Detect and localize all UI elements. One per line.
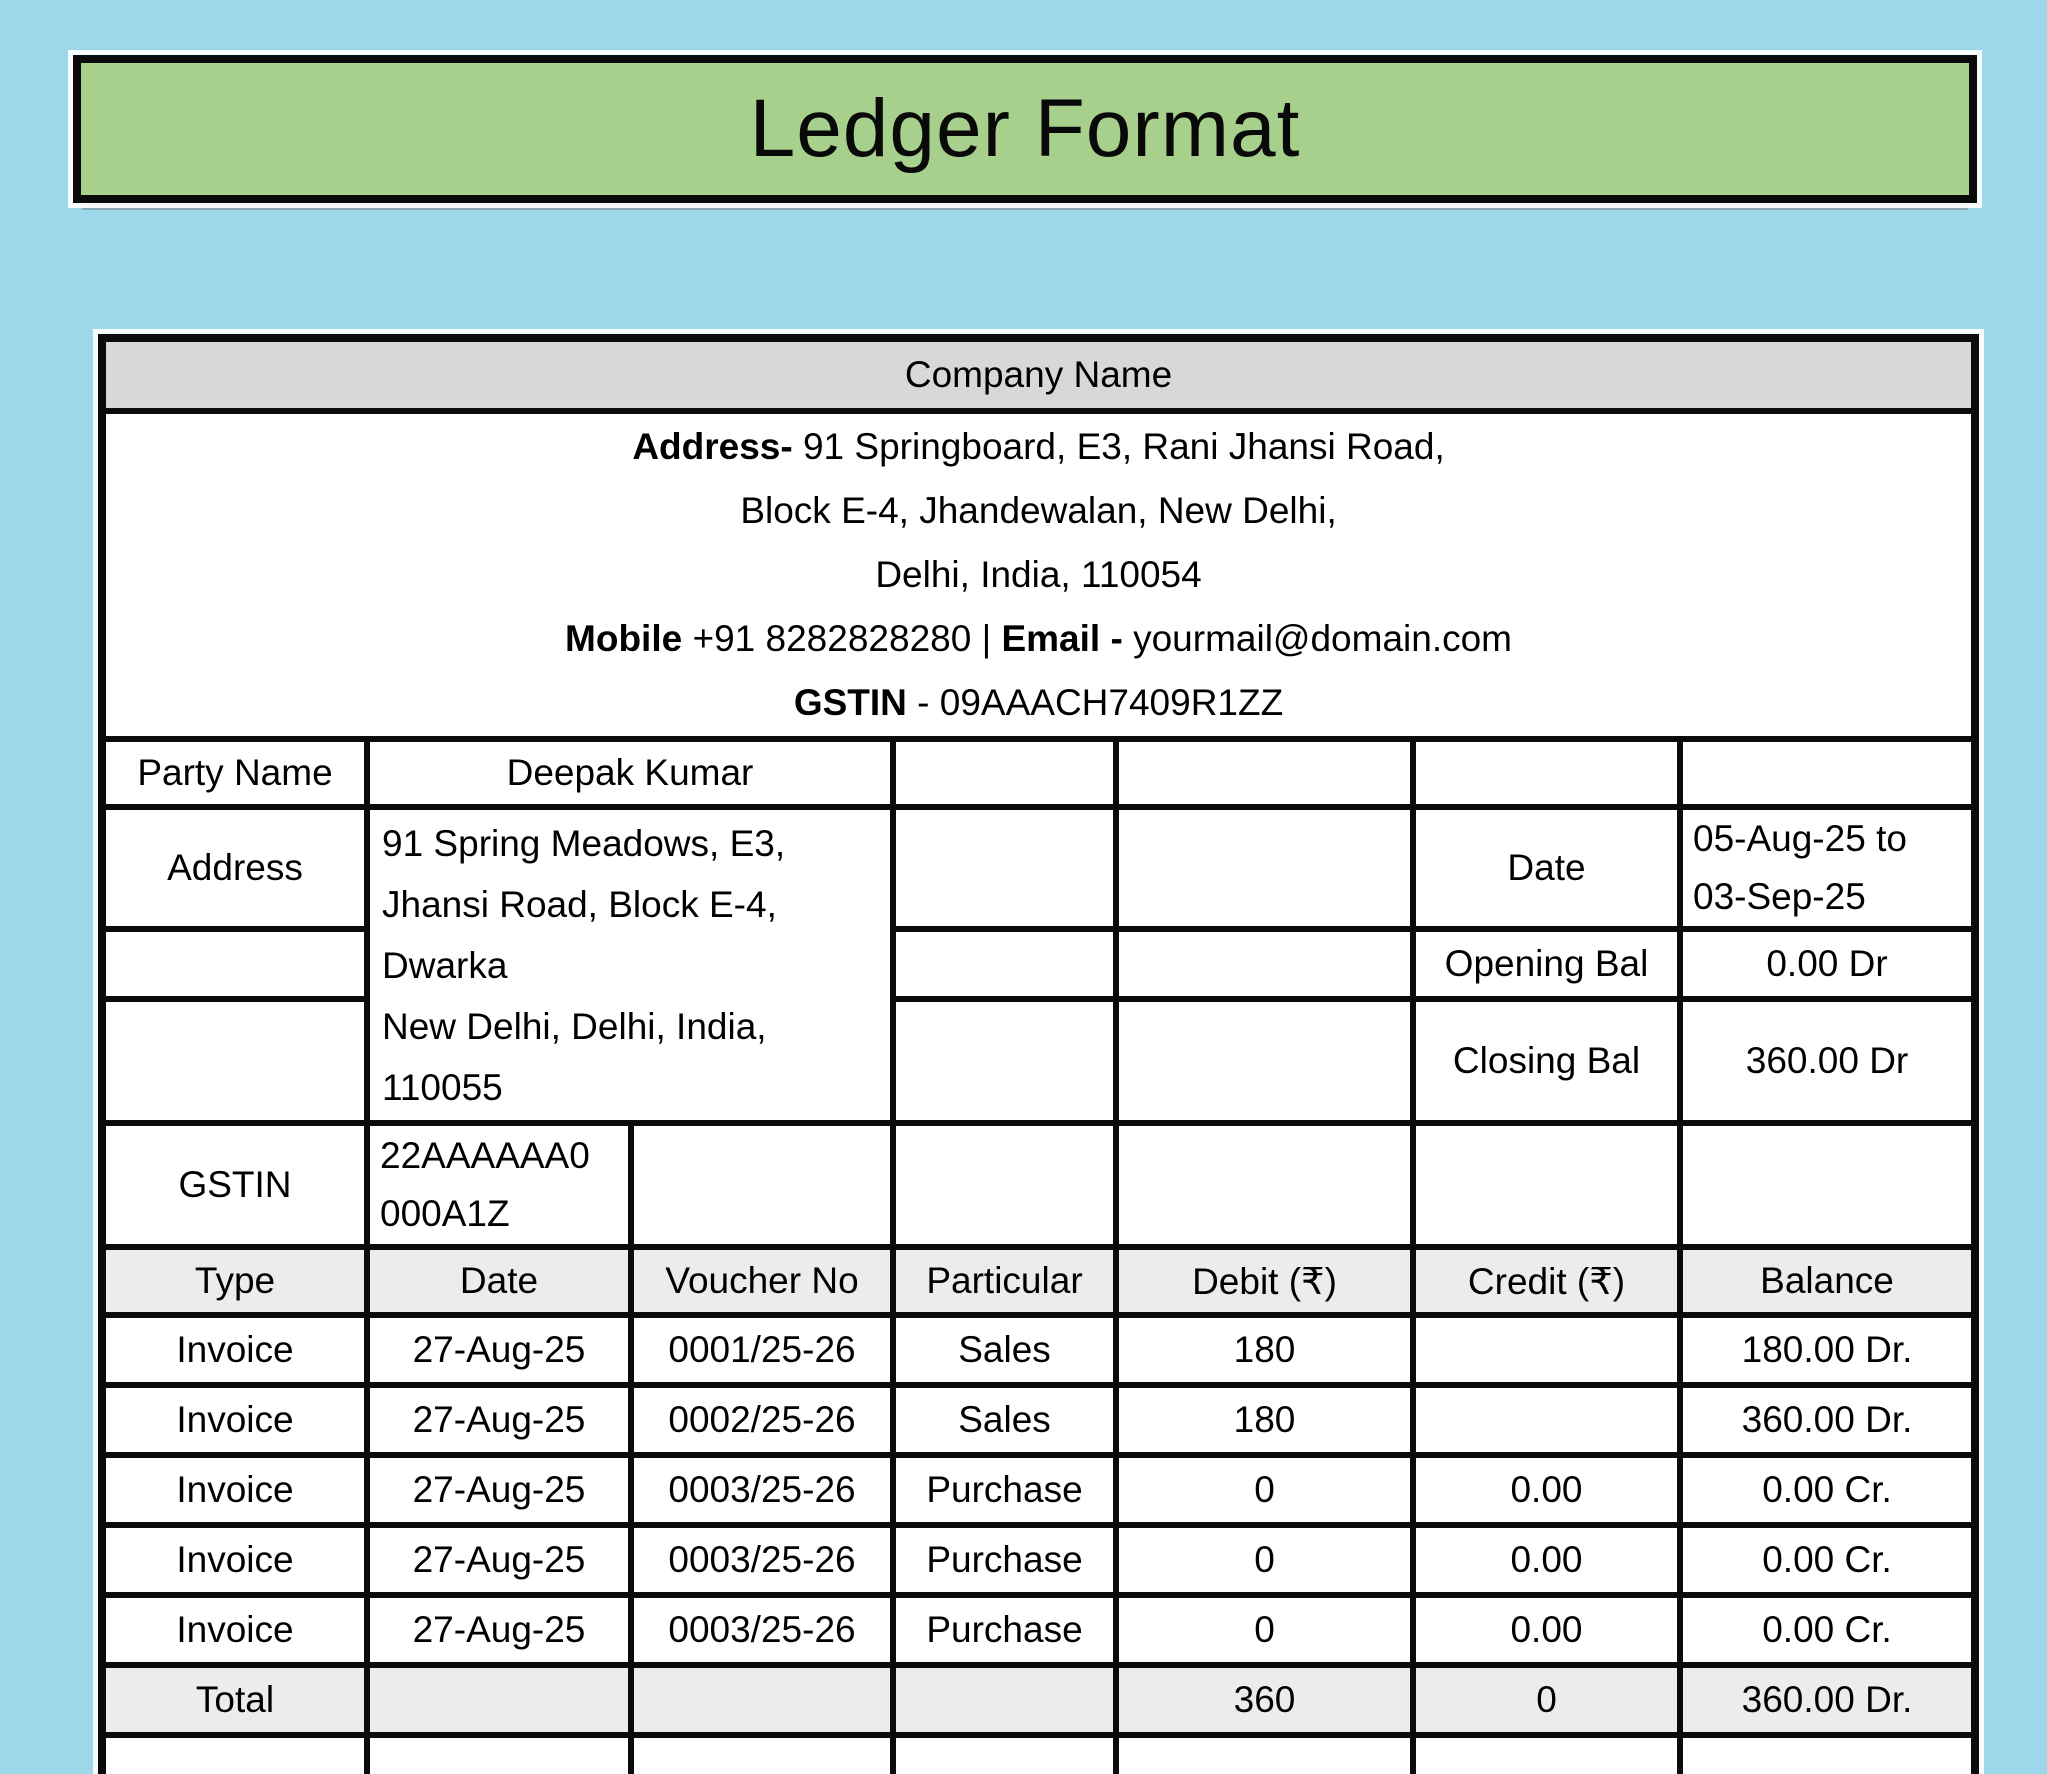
total-debit: 360 xyxy=(1116,1665,1413,1735)
cell-type: Invoice xyxy=(102,1525,367,1595)
company-address-line-3: Delhi, India, 110054 xyxy=(875,554,1202,595)
empty-cell xyxy=(1116,807,1413,929)
header-type: Type xyxy=(102,1247,367,1315)
mobile-label: Mobile xyxy=(565,618,683,659)
total-balance: 360.00 Dr. xyxy=(1680,1665,1975,1735)
cell-balance: 180.00 Dr. xyxy=(1680,1315,1975,1385)
cell-debit: 0 xyxy=(1116,1595,1413,1665)
empty-cell xyxy=(1413,739,1680,807)
empty-cell xyxy=(893,739,1116,807)
ledger-row xyxy=(102,1595,1975,1665)
cell-credit xyxy=(1413,1315,1680,1385)
ledger-header-row xyxy=(102,1247,1975,1315)
cell-voucher: 0001/25-26 xyxy=(631,1315,893,1385)
company-address-line-1 xyxy=(106,415,1971,479)
empty-cell xyxy=(102,999,367,1123)
company-info-row xyxy=(102,411,1975,739)
cell-voucher: 0003/25-26 xyxy=(631,1525,893,1595)
email-label: Email - xyxy=(1001,618,1123,659)
empty-cell xyxy=(1413,1735,1680,1774)
party-address-line-4: New Delhi, Delhi, India, xyxy=(382,1005,767,1047)
cell-date: 27-Aug-25 xyxy=(367,1455,631,1525)
party-gstin-row xyxy=(102,1123,1975,1247)
company-gstin-line xyxy=(106,671,1971,735)
party-gstin-line-2: 000A1Z xyxy=(380,1193,510,1234)
empty-cell xyxy=(893,1735,1116,1774)
cell-credit: 0.00 xyxy=(1413,1525,1680,1595)
email-value: yourmail@domain.com xyxy=(1122,618,1512,659)
empty-cell xyxy=(893,1123,1116,1247)
title-banner xyxy=(73,55,1977,203)
party-name-row xyxy=(102,739,1975,807)
blank-row xyxy=(102,1735,1975,1774)
cell-type: Invoice xyxy=(102,1455,367,1525)
empty-cell xyxy=(1680,739,1975,807)
cell-credit: 0.00 xyxy=(1413,1455,1680,1525)
cell-balance: 360.00 Dr. xyxy=(1680,1385,1975,1455)
empty-cell xyxy=(1680,1735,1975,1774)
party-gstin-value xyxy=(367,1123,631,1247)
empty-cell xyxy=(893,1665,1116,1735)
cell-credit: 0.00 xyxy=(1413,1595,1680,1665)
header-particular: Particular xyxy=(893,1247,1116,1315)
party-address-line-3: Dwarka xyxy=(382,944,508,986)
cell-debit: 180 xyxy=(1116,1315,1413,1385)
company-gstin-label: GSTIN xyxy=(793,682,907,723)
cell-type: Invoice xyxy=(102,1385,367,1455)
party-name-label: Party Name xyxy=(102,739,367,807)
party-name-value: Deepak Kumar xyxy=(367,739,893,807)
empty-cell xyxy=(1116,1123,1413,1247)
cell-type: Invoice xyxy=(102,1315,367,1385)
empty-cell xyxy=(1413,1123,1680,1247)
ledger-row xyxy=(102,1315,1975,1385)
cell-date: 27-Aug-25 xyxy=(367,1595,631,1665)
company-address-line-2: Block E-4, Jhandewalan, New Delhi, xyxy=(740,490,1337,531)
cell-particular: Sales xyxy=(893,1315,1116,1385)
header-voucher-no: Voucher No xyxy=(631,1247,893,1315)
ledger-row xyxy=(102,1455,1975,1525)
party-address-value xyxy=(367,807,893,1123)
company-info-block xyxy=(102,411,1975,739)
empty-cell xyxy=(893,807,1116,929)
party-address-label: Address xyxy=(102,807,367,929)
empty-cell xyxy=(893,929,1116,999)
opening-bal-value: 0.00 Dr xyxy=(1680,929,1975,999)
empty-cell xyxy=(367,1735,631,1774)
cell-date: 27-Aug-25 xyxy=(367,1385,631,1455)
party-gstin-line-1: 22AAAAAA0 xyxy=(380,1135,590,1176)
cell-credit xyxy=(1413,1385,1680,1455)
cell-type: Invoice xyxy=(102,1595,367,1665)
cell-debit: 0 xyxy=(1116,1525,1413,1595)
party-gstin-label: GSTIN xyxy=(102,1123,367,1247)
party-address-line-5: 110055 xyxy=(382,1066,503,1108)
date-label: Date xyxy=(1413,807,1680,929)
cell-voucher: 0002/25-26 xyxy=(631,1385,893,1455)
ledger-table xyxy=(98,334,1979,1774)
empty-cell xyxy=(1116,929,1413,999)
cell-date: 27-Aug-25 xyxy=(367,1525,631,1595)
empty-cell xyxy=(102,1735,367,1774)
date-range-line-1: 05-Aug-25 to xyxy=(1693,818,1907,859)
closing-bal-value: 360.00 Dr xyxy=(1680,999,1975,1123)
empty-cell xyxy=(631,1735,893,1774)
company-address-label: Address- xyxy=(632,426,793,467)
cell-balance: 0.00 Cr. xyxy=(1680,1455,1975,1525)
opening-bal-label: Opening Bal xyxy=(1413,929,1680,999)
cell-date: 27-Aug-25 xyxy=(367,1315,631,1385)
total-credit: 0 xyxy=(1413,1665,1680,1735)
total-row xyxy=(102,1665,1975,1735)
company-contact-line xyxy=(106,607,1971,671)
empty-cell xyxy=(1680,1123,1975,1247)
date-range-line-2: 03-Sep-25 xyxy=(1693,876,1866,917)
ledger-row xyxy=(102,1525,1975,1595)
page-title: Ledger Format xyxy=(749,83,1301,174)
cell-balance: 0.00 Cr. xyxy=(1680,1525,1975,1595)
party-address-line-1: 91 Spring Meadows, E3, xyxy=(382,822,786,864)
company-name-row xyxy=(102,338,1975,411)
party-address-line-2: Jhansi Road, Block E-4, xyxy=(382,883,777,925)
empty-cell xyxy=(1116,999,1413,1123)
empty-cell xyxy=(1116,739,1413,807)
total-label: Total xyxy=(102,1665,367,1735)
cell-voucher: 0003/25-26 xyxy=(631,1455,893,1525)
empty-cell xyxy=(893,999,1116,1123)
empty-cell xyxy=(1116,1735,1413,1774)
header-debit: Debit (₹) xyxy=(1116,1247,1413,1315)
party-address-date-row xyxy=(102,807,1975,929)
empty-cell xyxy=(631,1123,893,1247)
cell-debit: 180 xyxy=(1116,1385,1413,1455)
empty-cell xyxy=(367,1665,631,1735)
cell-particular: Purchase xyxy=(893,1595,1116,1665)
date-range-value xyxy=(1680,807,1975,929)
cell-balance: 0.00 Cr. xyxy=(1680,1595,1975,1665)
company-gstin-value: - 09AAACH7409R1ZZ xyxy=(906,682,1284,723)
cell-particular: Purchase xyxy=(893,1455,1116,1525)
cell-voucher: 0003/25-26 xyxy=(631,1595,893,1665)
empty-cell xyxy=(102,929,367,999)
header-balance: Balance xyxy=(1680,1247,1975,1315)
empty-cell xyxy=(631,1665,893,1735)
cell-debit: 0 xyxy=(1116,1455,1413,1525)
ledger-row xyxy=(102,1385,1975,1455)
header-date: Date xyxy=(367,1247,631,1315)
cell-particular: Purchase xyxy=(893,1525,1116,1595)
header-credit: Credit (₹) xyxy=(1413,1247,1680,1315)
cell-particular: Sales xyxy=(893,1385,1116,1455)
closing-bal-label: Closing Bal xyxy=(1413,999,1680,1123)
mobile-value: +91 8282828280 | xyxy=(682,618,1002,659)
company-address-text-1: 91 Springboard, E3, Rani Jhansi Road, xyxy=(792,426,1445,467)
company-name: Company Name xyxy=(102,338,1975,411)
